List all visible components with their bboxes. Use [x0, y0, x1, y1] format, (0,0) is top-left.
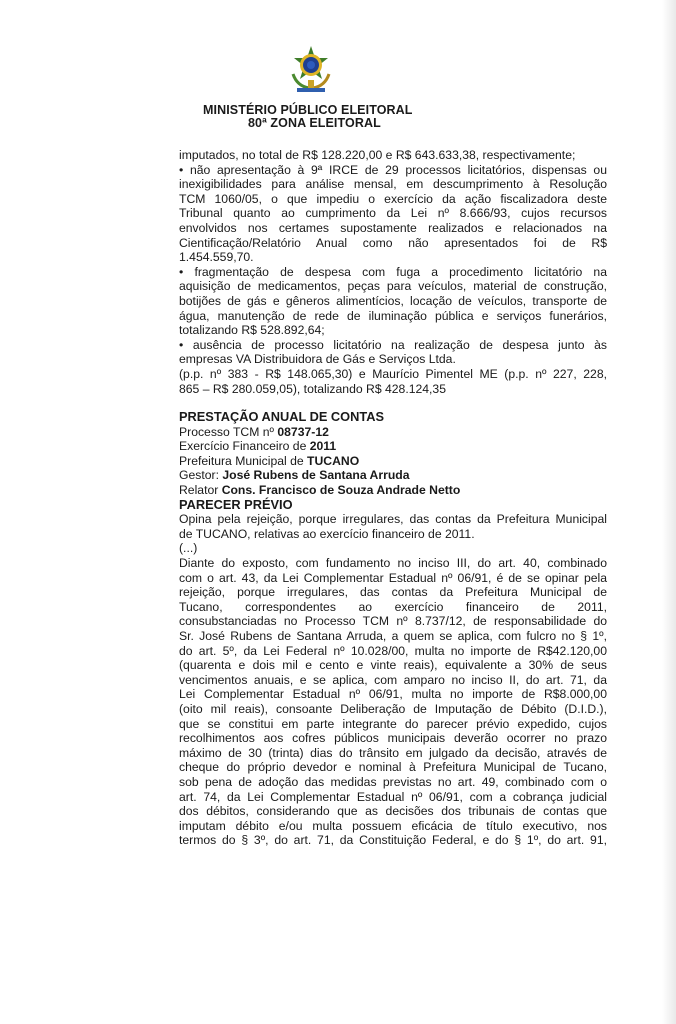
exercicio-value: 2011	[309, 439, 337, 454]
text-line: cheque do próprio devedor e nominal à Prefeitura Municipal de Tucano,	[179, 760, 607, 775]
text-line: máximo de 30 (trinta) dias do trânsito em julgado da decisão, através de	[179, 745, 607, 760]
text-line: imputados, no total de R$ 128.220,00 e R$ 643.633,38, respectivamente;	[179, 148, 576, 162]
text-line: imputam débito e/ou multa possuem eficácia de título executivo, nos	[179, 818, 607, 833]
text-line: do art. 5º, da Lei Federal nº 10.028/00, multa no importe de R$42.120,00	[179, 643, 607, 658]
relator-label: Relator	[179, 483, 222, 498]
text-line: 1.454.559,70.	[179, 250, 254, 265]
prefeitura-label: Prefeitura Municipal de	[179, 453, 308, 468]
text-line: Cientificação/Relatório Anual como não apresentados foi de R$	[179, 235, 607, 250]
text-line: água, manutenção de rede de iluminação pública e serviços funerários,	[179, 308, 607, 323]
text-line: termos do § 3º, do art. 71, da Constituição Federal, e do § 1º, do art. 91,	[179, 833, 607, 848]
text-line: • ausência de processo licitatório na realização de despesa junto às	[179, 337, 607, 352]
text-line: (...)	[179, 541, 198, 556]
text-line: • fragmentação de despesa com fuga a procedimento licitatório na	[179, 264, 607, 279]
prefeitura-line	[179, 454, 607, 469]
text-line: (quarenta e dois mil e cento e vinte reais), equivalente a 30% de seus	[179, 658, 607, 673]
text-line: Tribunal quanto ao cumprimento da Lei nº 8.666/93, cujos recursos	[179, 206, 607, 221]
gestor-label: Gestor:	[179, 468, 223, 483]
page-edge-shadow	[662, 0, 676, 1024]
text-line: Sr. José Rubens de Santana Arruda, a quem se aplica, com fulcro no § 1º,	[179, 629, 607, 643]
document-header	[203, 104, 443, 130]
text-line: de TUCANO, relativas ao exercício financeiro de 2011.	[179, 526, 475, 541]
parecer-title: PARECER PRÉVIO	[179, 496, 293, 512]
text-line: dos débitos, considerando que as decisões dos tribunais de contas que	[179, 804, 607, 819]
text-line: • não apresentação à 9ª IRCE de 29 processos licitatórios, dispensas ou	[179, 162, 607, 177]
text-line: envolvidos nos certames supostamente realizados e relacionados na	[179, 220, 607, 235]
processo-value: 08737-12	[277, 424, 329, 439]
exercicio-line	[179, 439, 607, 454]
gestor-line	[179, 468, 607, 483]
processo-line	[179, 425, 607, 440]
relator-value: Cons. Francisco de Souza Andrade Netto	[221, 483, 461, 498]
section-title: PRESTAÇÃO ANUAL DE CONTAS	[179, 409, 384, 425]
text-line: empresas VA Distribuidora de Gás e Serviços Ltda.	[179, 352, 456, 367]
brazil-coat-of-arms-icon	[287, 44, 335, 94]
text-line: que se constitui em parte integrante do parecer prévio expedido, cujos	[179, 716, 607, 731]
document-body	[179, 148, 607, 848]
text-line: Tucano, correspondentes ao exercício financeiro de 2011,	[179, 599, 607, 614]
prefeitura-value: TUCANO	[307, 453, 360, 468]
header-zone: 80ª ZONA ELEITORAL	[248, 116, 381, 130]
text-line: botijões de gás e gêneros alimentícios, locação de veículos, transporte de	[179, 293, 607, 308]
text-line: Lei Complementar Estadual nº 06/91, multa no importe de R$8.000,00	[179, 687, 607, 702]
text-line: aquisição de medicamentos, peças para veículos, material de construção,	[179, 279, 607, 294]
header-ministry: MINISTÉRIO PÚBLICO ELEITORAL	[203, 103, 413, 117]
text-line: rejeição, porque irregulares, das contas da Prefeitura Municipal de	[179, 585, 607, 600]
exercicio-label: Exercício Financeiro de	[179, 439, 310, 454]
text-line: inexigibilidades para análise mensal, em descumprimento à Resolução	[179, 177, 607, 192]
text-line: (oito mil reais), consoante Deliberação de Imputação de Débito (D.I.D.),	[179, 701, 607, 716]
text-line: totalizando R$ 528.892,64;	[179, 323, 325, 338]
text-line: com o art. 43, da Lei Complementar Estadual nº 06/91, é de se opinar pela	[179, 570, 607, 585]
text-line: (p.p. nº 383 - R$ 148.065,30) e Maurício Pimentel ME (p.p. nº 227, 228,	[179, 366, 607, 381]
text-line: vencimentos anuais, e se aplica, com amparo no inciso II, do art. 71, da	[179, 672, 607, 687]
text-line: sob pena de adoção das medidas previstas no art. 49, combinado com o	[179, 774, 607, 789]
text-line: 865 – R$ 280.059,05), totalizando R$ 428.124,35	[179, 381, 446, 396]
text-line: Diante do exposto, com fundamento no inciso III, do art. 40, combinado	[179, 556, 607, 571]
text-line: TCM 1060/05, o que impediu o exercício da ação fiscalizadora deste	[179, 191, 607, 206]
text-line: art. 74, da Lei Complementar Estadual nº 06/91, com a cobrança judicial	[179, 789, 607, 804]
text-line: consubstanciadas no Processo TCM nº 8.737/12, de responsabilidade do	[179, 614, 607, 629]
processo-label: Processo TCM nº	[179, 424, 278, 439]
text-line: recolhimentos aos cofres públicos municipais deverão ocorrer no prazo	[179, 731, 607, 746]
relator-line	[179, 483, 607, 498]
gestor-value: José Rubens de Santana Arruda	[222, 468, 410, 483]
text-line: Opina pela rejeição, porque irregulares, das contas da Prefeitura Municipal	[179, 512, 607, 527]
